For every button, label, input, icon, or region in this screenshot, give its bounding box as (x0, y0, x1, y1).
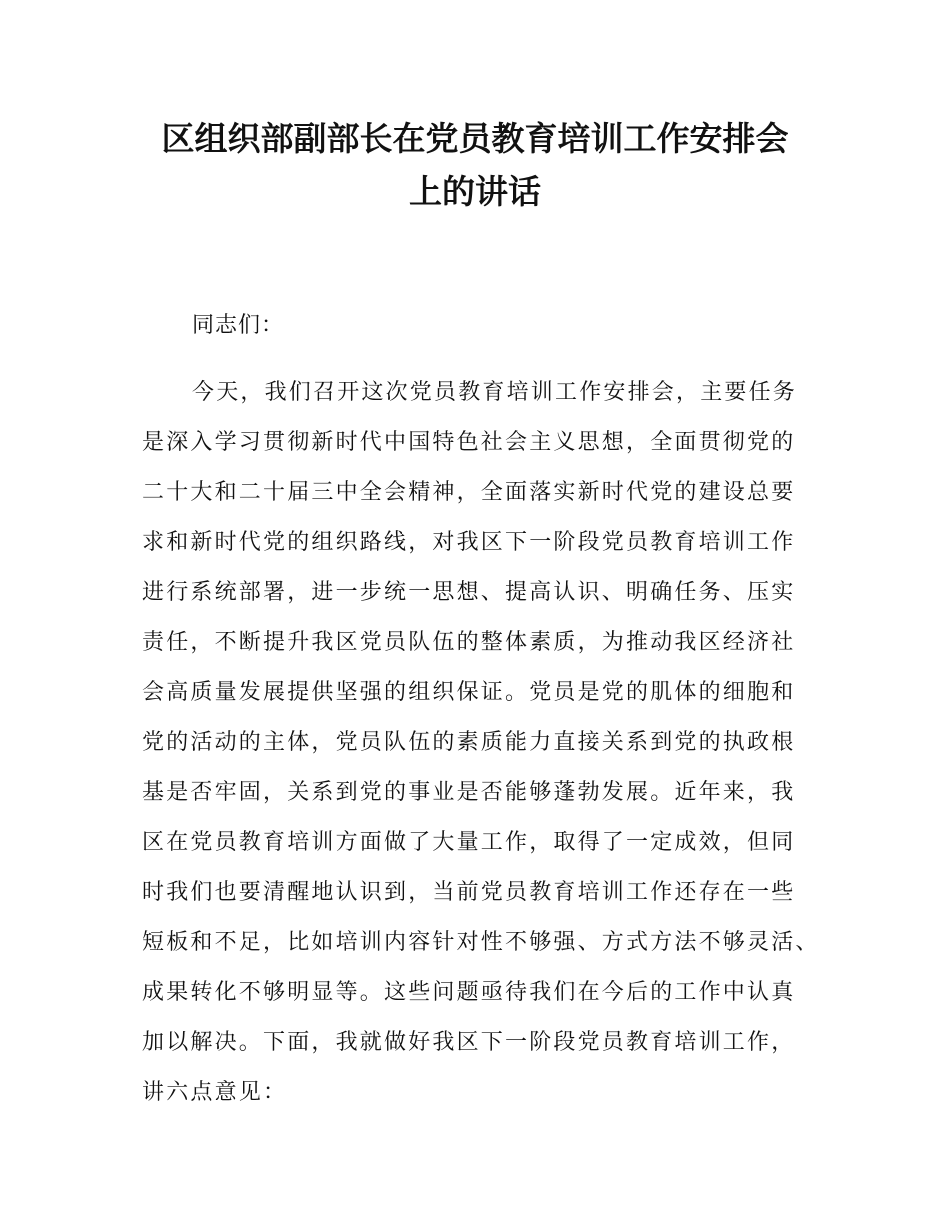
paragraph-line: 基是否牢固，关系到党的事业是否能够蓬勃发展。近年来，我 (142, 780, 796, 805)
paragraph-line: 区在党员教育培训方面做了大量工作，取得了一定成效，但同 (142, 830, 796, 855)
speech-paragraph (142, 368, 842, 1118)
greeting: 同志们： (192, 313, 285, 338)
paragraph-line: 求和新时代党的组织路线，对我区下一阶段党员教育培训工作 (142, 530, 796, 555)
paragraph-line: 党的活动的主体，党员队伍的素质能力直接关系到党的执政根 (142, 730, 796, 755)
paragraph-line: 二十大和二十届三中全会精神，全面落实新时代党的建设总要 (142, 480, 796, 505)
title-line-2: 上的讲话 (409, 172, 541, 211)
document-title (120, 112, 830, 218)
paragraph-line: 时我们也要清醒地认识到，当前党员教育培训工作还存在一些 (142, 880, 796, 905)
paragraph-line: 今天，我们召开这次党员教育培训工作安排会，主要任务 (192, 380, 798, 405)
paragraph-line: 是深入学习贯彻新时代中国特色社会主义思想，全面贯彻党的 (142, 430, 796, 455)
title-line-1: 区组织部副部长在党员教育培训工作安排会 (161, 119, 789, 158)
paragraph-line: 成果转化不够明显等。这些问题亟待我们在今后的工作中认真 (142, 980, 796, 1005)
paragraph-line: 加以解决。下面，我就做好我区下一阶段党员教育培训工作， (142, 1030, 796, 1055)
paragraph-line: 会高质量发展提供坚强的组织保证。党员是党的肌体的细胞和 (142, 680, 796, 705)
paragraph-line: 责任，不断提升我区党员队伍的整体素质，为推动我区经济社 (142, 630, 796, 655)
paragraph-line: 进行系统部署，进一步统一思想、提高认识、明确任务、压实 (142, 580, 796, 605)
paragraph-line: 短板和不足，比如培训内容针对性不够强、方式方法不够灵活、 (142, 930, 820, 955)
paragraph-line: 讲六点意见： (142, 1080, 288, 1105)
